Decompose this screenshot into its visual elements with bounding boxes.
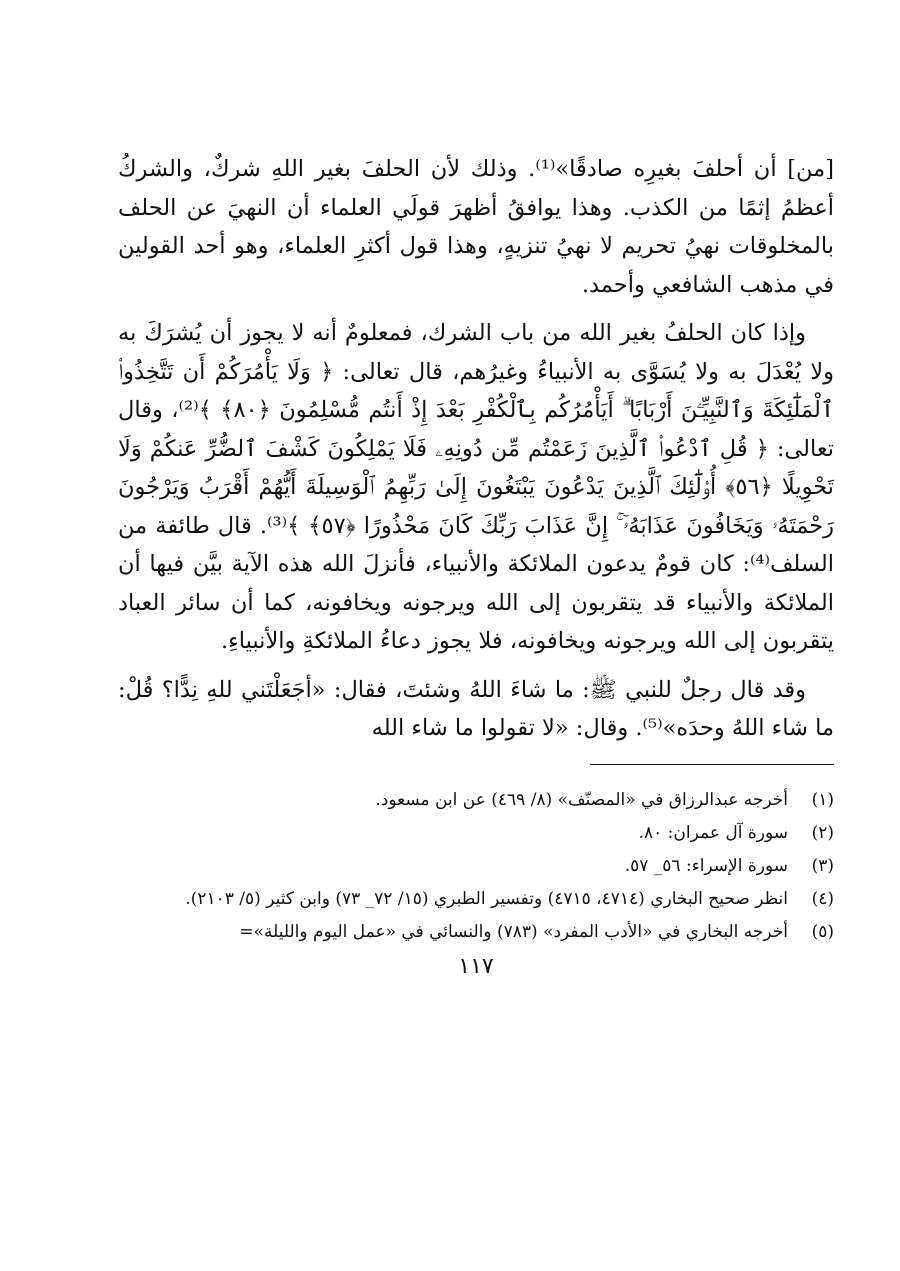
- footnote: [118, 818, 834, 849]
- footnote-text: انظر صحيح البخاري (٤٧١٤، ٤٧١٥) وتفسير الطبري (١٥/ ٧٢_ ٧٣) وابن كثير (٥/ ٢١٠٣).: [185, 888, 788, 909]
- footnote-number: (٥): [811, 921, 834, 942]
- footnote: [118, 884, 834, 915]
- footnote-number: (١): [811, 789, 834, 810]
- footnote-text: أخرجه عبدالرزاق في «المصنّف» (٨/ ٤٦٩) عن ابن مسعود.: [375, 789, 788, 810]
- body-paragraph-3: وقد قال رجلٌ للنبي ﷺ: ما شاءَ اللهُ وشئتَ، فقال: «أجَعَلْتَني للهِ نِدًّا؟ قُلْ: ما شاء اللهُ وحدَه»⁽⁵⁾. وقال: «لا تقولوا ما شاء الله: [118, 676, 834, 741]
- footnote-text: أخرجه البخاري في «الأدب المفرد» (٧٨٣) والنسائي في «عمل اليوم والليلة»=: [239, 921, 788, 942]
- footnote-number: (٢): [811, 822, 834, 843]
- footnote: [118, 851, 834, 882]
- footnote-text: سورة الإسراء: ٥٦_ ٥٧.: [624, 855, 788, 876]
- footnote-text: سورة آل عمران: ٨٠.: [638, 822, 788, 843]
- footnote: [118, 785, 834, 816]
- page-number: ١١٧: [458, 953, 494, 979]
- footnotes: [118, 785, 834, 948]
- footnote-separator: [590, 764, 834, 765]
- footnote-number: (٣): [811, 855, 834, 876]
- footnote: [118, 917, 834, 948]
- book-page: [118, 150, 834, 982]
- body-paragraph-2: وإذا كان الحلفُ بغير الله من باب الشرك، فمعلومٌ أنه لا يجوز أن يُشرَكَ به ولا يُعْدَلَ به ولا يُسَوَّى به الأنبياءُ وغيرُهم، قال تعالى: ﴿ وَلَا يَأْمُرَكُمْ أَن تَتَّخِذُوا۟ ٱلْمَلَٰٓئِكَةَ وَٱلنَّبِيِّـۧنَ أَرْبَابًا ۗ أَيَأْمُرُكُم بِٱلْكُفْرِ بَعْدَ إِذْ أَنتُم مُّسْلِمُونَ ﴿٨٠﴾ ﴾⁽²⁾، وقال تعالى: ﴿ قُلِ ٱدْعُوا۟ ٱلَّذِينَ زَعَمْتُم مِّن دُونِهِۦ فَلَا يَمْلِكُونَ كَشْفَ ٱلضُّرِّ عَنكُمْ وَلَا تَحْوِيلًا ﴿٥٦﴾ أُو۟لَٰٓئِكَ ٱلَّذِينَ يَدْعُونَ يَبْتَغُونَ إِلَىٰ رَبِّهِمُ ٱلْوَسِيلَةَ أَيُّهُمْ أَقْرَبُ وَيَرْجُونَ رَحْمَتَهُۥ وَيَخَافُونَ عَذَابَهُۥٓ ۚ إِنَّ عَذَابَ رَبِّكَ كَانَ مَحْذُورًا ﴿٥٧﴾ ﴾⁽³⁾. قال طائفة من السلف⁽⁴⁾: كان قومٌ يدعون الملائكة والأنبياء، فأنزلَ الله هذه الآية بيَّن فيها أن الملائكة والأنبياء قد يتقربون إلى الله ويرجونه ويخافونه، كما أن سائر العباد يتقربون إلى الله ويرجونه ويخافونه، فلا يجوز دعاءُ الملائكةِ والأنبياءِ.: [118, 320, 835, 654]
- body-paragraph-1: [من] أن أحلفَ بغيرِه صادقًا»⁽¹⁾. وذلك لأن الحلفَ بغير اللهِ شركٌ، والشركُ أعظمُ إثمًا من الكذب. وهذا يوافقُ أظهرَ قولَي العلماء أن النهيَ عن الحلف بالمخلوقات نهيُ تحريم لا نهيُ تنزيهٍ، وهذا قول أكثرِ العلماء، وهو أحد القولين في مذهب الشافعي وأحمد.: [118, 156, 834, 298]
- footnote-number: (٤): [811, 888, 834, 909]
